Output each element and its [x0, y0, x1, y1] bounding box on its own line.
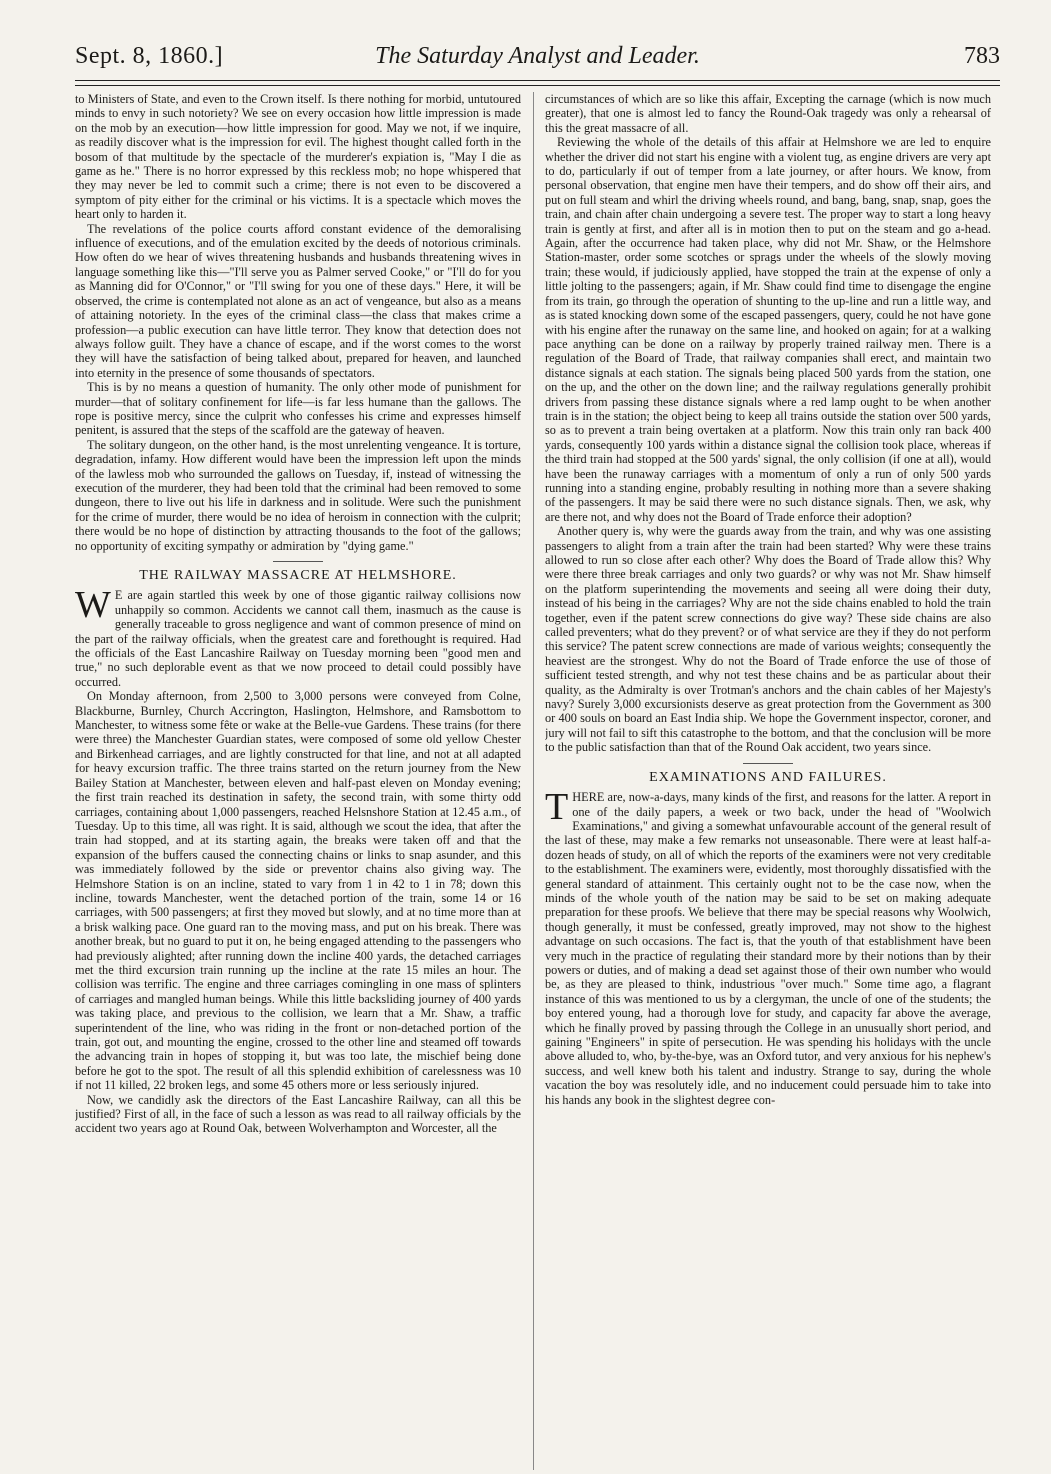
- paragraph: Another query is, why were the guards away from the train, and why was one assisting passengers to alight from a train after the train had been started? Why were these trains allowed to run so close after each other? Why does the Board of Trade allow this? Why were there three break carriages and only two guards? or why was not Mr. Shaw himself on the platform superintending the movements and seeing all were doing their duty, instead of his being in the carriages? Why are not the side chains enabled to hold the train together, even if the patent screw connections do give way? These side chains are also called preventers; what do they prevent? or of what service are they if they do not perform this service? The patent screw connections are made of various weights; consequently the heaviest are the strongest. Why do not the Board of Trade enforce the use of those of sufficient tested strength, and why not test these chains and be as particular about their quality, as the Admiralty is over Trotman's anchors and the chain cables of her Majesty's navy? Surely 3,000 excursionists deserve as great protection from the Government as 300 or 400 souls on board an East India ship. We hope the Government inspector, coroner, and jury will not fail to sift this catastrophe to the bottom, and that the conclusion will be more to the public satisfaction than that of the Round Oak accident, two years since.: [545, 524, 991, 755]
- paragraph: The revelations of the police courts afford constant evidence of the demoralising influence of executions, and of the emulation excited by the deeds of notorious criminals. How often do we hear of wives threatening husbands and husbands threatening wives in language something like this—"I'll serve you as Palmer served Cooke," or "I'll do for you as Manning did for O'Connor," or "I'll swing for you one of these days." Here, it will be observed, the crime is contemplated not alone as an act of vengeance, but also as a means of attaining notoriety. In the eyes of the criminal class—the class that makes crime a profession—a public execution can have little terror. They know that detection does not always follow guilt. They have a chance of escape, and if the worst comes to the worst they will have the satisfaction of being talked about, prepared for heaven, and launched into eternity in the presence of some thousands of spectators.: [75, 221, 521, 380]
- paragraph: Reviewing the whole of the details of this affair at Helmshore we are led to enquire whether the driver did not start his engine with a violent tug, as engine drivers are very apt to do, particularly if out of temper from a late journey, or after hours. We know, from personal observation, that engine men have their tempers, and do show off their airs, and put on full steam and whirl the driving wheels round, and bang, bang, snap, snap, goes the train, and chain after chain undergoing a severe test. The proper way to start a long heavy train is gently at first, and after all is in motion then to put on the steam and go a-head. Again, after the occurrence had taken place, why did not Mr. Shaw, or the Helmshore Station-master, order some scotches or sprags under the wheels of the slowly moving train; these would, if judiciously applied, have stopped the train at the expense of only a little jolting to the passengers; again, if Mr. Shaw could find time to disengage the engine from its train, go through the operation of shunting to the up-line and run a little way, and as is stated knocking down some of the escaped passengers, query, could he not have gone with his engine after the runaway on the same line, and hooked on again; for at a walking pace anything can be done on a railway by properly trained railway men. There is a regulation of the Board of Trade, that railway companies shall erect, and maintain two distance signals at each station. The signals being placed 500 yards from the station, one on the up, and the other on the down line; and the railway regulations generally prohibit drivers from passing these distance signals where a red lamp ought to be when another train is in the station; the object being to keep all trains outside the station over 500 yards, so as to prevent a train being overtaken at a platform. Now this train only ran back 400 yards, consequently 100 yards within a distance signal the collision took place, whereas if the third train had stopped at the 500 yards' signal, the only collision (if one at all), would have been the runaway carriages with a momentum of only a run of only 500 yards running into a standing engine, probably resulting in nothing more than a severe shaking of the passengers. It may be said there were no such distance signals. Then, we ask, why are there not, and why does not the Board of Trade enforce their adoption?: [545, 135, 991, 524]
- article-title: THE RAILWAY MASSACRE AT HELMSHORE.: [75, 561, 521, 583]
- article-lead: [75, 584, 521, 689]
- right-column: [545, 92, 991, 1470]
- header-rule: [75, 80, 1000, 86]
- paragraph: This is by no means a question of humanity. The only other mode of punishment for murder—that of solitary confinement for life—is far less humane than the gallows. The rope is positive mercy, since the culprit who confesses his crime and expresses himself penitent, is assured that the steps of the scaffold are the gateway of heaven.: [75, 380, 521, 438]
- page-number: 783: [964, 43, 1000, 69]
- paragraph: circumstances of which are so like this affair, Excepting the carnage (which is now much greater), that one is almost led to fancy the Round-Oak tragedy was only a rehearsal of this the great massacre of all.: [545, 92, 991, 135]
- paragraph: On Monday afternoon, from 2,500 to 3,000 persons were conveyed from Colne, Blackburne, Burnley, Church Accrington, Haslington, Helmshore, and Ramsbottom to Manchester, to witness some fête or wake at the Belle-vue Gardens. These trains (for there were three) the Manchester Guardian states, were composed of some old yellow Chester and Birkenhead carriages, and are lightly constructed for that line, and not at all adapted for heavy excursion traffic. The three trains started on the return journey from the New Bailey Station at Manchester, between eleven and half-past eleven on Monday evening; the first train reached its destination in safety, the second train, with some thirty odd carriages, containing about 1,000 passengers, reached Helsnshore Station at 12.45 a.m., of Tuesday. Up to this time, all was right. It is said, although we scout the idea, that after the train had stopped, and at its starting again, the breaks were taken off and that the expansion of the buffers caused the connecting chains or links to snap asunder, and this was immediately followed by the side or preventor chains also giving way. The Helmshore Station is on an incline, stated to vary from 1 in 42 to 1 in 78; down this incline, towards Manchester, went the detached portion of the train, some 14 or 16 carriages, with 500 passengers; at first they moved but slowly, and at no time more than at a brisk walking pace. One guard ran to the moving mass, and put on his break. There was another break, but no guard to put it on, he being engaged attending to the passengers who had previously alighted; after running down the incline 400 yards, the detached carriages met the third excursion train running up the incline at the rate 15 miles an hour. The collision was terrific. The engine and three carriages comingling in one mass of splinters of carriages and mangled human beings. While this little backsliding journey of 400 yards was taking place, and previous to the collision, we learn that a Mr. Shaw, a traffic superintendent of the line, who was riding in the front or non-detached portion of the train, got out, and mounting the engine, crossed to the other line and steamed off towards the advancing train in hopes of stopping it, but was too late, the mischief being done before he got to the spot. The result of all this splendid exhibition of carelessness was 10 if not 11 killed, 22 broken legs, and some 45 others more or less seriously injured.: [75, 689, 521, 1093]
- column-divider: [533, 92, 534, 1470]
- drop-cap: W: [75, 584, 111, 627]
- article-lead: [545, 786, 991, 1107]
- drop-cap: T: [545, 786, 569, 829]
- paragraph: Now, we candidly ask the directors of the East Lancashire Railway, can all this be justified? First of all, in the face of such a lesson as was read to all railway officials by the accident two years ago at Round Oak, between Wolverhampton and Worcester, all the: [75, 1092, 521, 1136]
- lead-text: HERE are, now-a-days, many kinds of the first, and reasons for the latter. A report in one of the daily papers, a week or two back, under the head of "Woolwich Examinations," and giving a somewhat unfavourable account of the general result of the last of these, may make a few remarks not unseasonable. There were at least half-a-dozen heads of study, on all of which the reports of the examiners were not very creditable to the establishment. The examiners were, evidently, most thoroughly dissatisfied with the general standard of attainment. This certainly ought not to be the case now, when the minds of the whole youth of the nation may be said to be set on making adequate preparation for these proofs. We believe that there may be special reasons why Woolwich, though generally, it must be confessed, greatly improved, may not show to the highest advantage on such occasions. The fact is, that the youth of that establishment have been very much in the practice of regulating their standard more by their notions than by their powers or duties, and of making a dead set against those of their own number who would be, as they are pleased to think, industrious "over much." Some time ago, a flagrant instance of this was mentioned to us by a clergyman, the uncle of one of the students; the boy entered young, had a thorough love for study, and capacity far above the average, which he finally proved by passing through the College in an unusually short period, and gaining "Engineers" in spite of persecution. He was spending his holidays with the uncle above alluded to, who, by-the-bye, was an Oxford tutor, and very anxious for his nephew's success, and well knew both his talent and industry. Strange to say, during the whole vacation the boy was resolutely idle, and no inducement could persuade him to take into his hands any book in the slightest degree con-: [545, 790, 991, 1107]
- issue-date: Sept. 8, 1860.]: [75, 43, 224, 69]
- left-column: [75, 92, 521, 1470]
- paragraph: The solitary dungeon, on the other hand, is the most unrelenting vengeance. It is torture, degradation, infamy. How different would have been the impression left upon the minds of the lawless mob who surrounded the gallows on Tuesday, if, instead of witnessing the execution of the murderer, they had been told that the criminal had been removed to some dungeon, there to live out his life in darkness and in solitude. Were such the punishment for the crime of murder, there would be no idea of heroism in connection with the culprit; there would be no hope of distinction by attracting thousands to the foot of the gallows; no opportunity of exciting sympathy or admiration by "dying game.": [75, 437, 521, 553]
- page-header: [75, 38, 1000, 74]
- publication-title: The Saturday Analyst and Leader.: [375, 43, 700, 69]
- paragraph: to Ministers of State, and even to the Crown itself. Is there nothing for morbid, untutoured minds to envy in such notoriety? We see on every occasion how little impression is made on the mob by an execution—how little impression for good. May we not, if we inquire, as readily discover what is the impression for evil. The highest thought called forth in the bosom of that multitude by the spectacle of the murderer's expiation is, "May I die as game as he." There is no horror expressed by this reckless mob; no hope whispered that they may never be led to commit such a crime; there is not even to be discovered a symptom of pity either for the criminal or his victims. It is a spectacle which moves the heart only to harden it.: [75, 92, 521, 222]
- article-title: EXAMINATIONS AND FAILURES.: [545, 763, 991, 785]
- lead-text: E are again startled this week by one of those gigantic railway collisions now unhappily so common. Accidents we cannot call them, inasmuch as the cause is generally traceable to gross negligence and want of common presence of mind on the part of the railway officials, when the greatest care and forethought is required. Had the officials of the East Lancashire Railway on Tuesday morning been "good men and true," no such deplorable event as that we now proceed to detail could possibly have occurred.: [75, 588, 521, 689]
